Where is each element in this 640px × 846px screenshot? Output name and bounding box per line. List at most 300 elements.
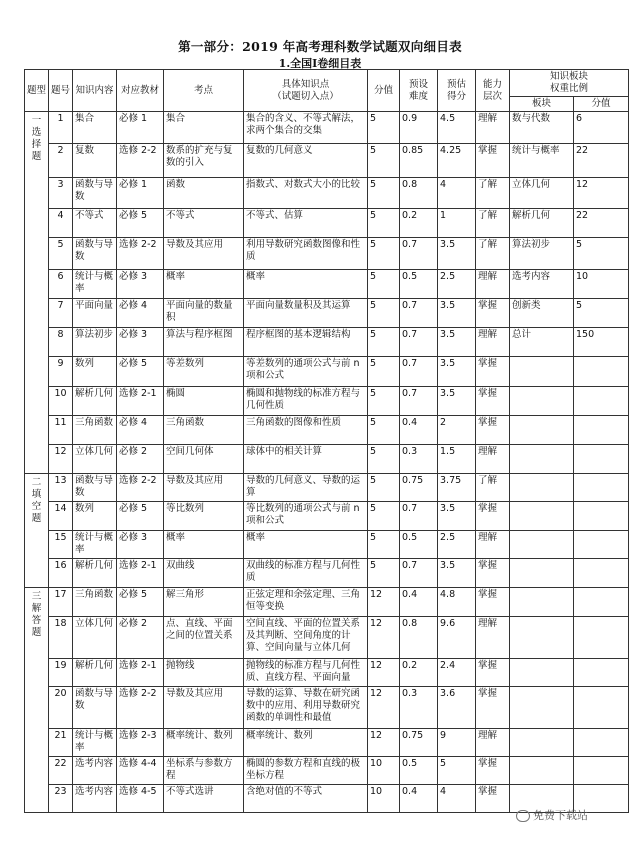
cell-point: 概率 (164, 270, 244, 299)
cell-point: 等比数列 (164, 502, 244, 531)
cell-detail: 椭圆的参数方程和直线的极坐标方程 (244, 757, 368, 785)
cell-score: 12 (368, 617, 400, 659)
cell-point: 概率 (164, 531, 244, 559)
cell-level: 理解 (476, 112, 510, 144)
cell-expected: 1.5 (438, 445, 476, 474)
table-row (25, 617, 629, 659)
cell-level: 掌握 (476, 559, 510, 588)
cell-topic: 统计与概率 (73, 531, 117, 559)
cell-textbook: 选修 4-5 (117, 785, 164, 813)
header-block-score: 分值 (574, 97, 629, 112)
cell-topic: 统计与概率 (73, 270, 117, 299)
cell-score: 10 (368, 785, 400, 813)
cell-number: 5 (49, 238, 73, 270)
table-row (25, 559, 629, 588)
cell-block-score: 10 (574, 270, 629, 299)
cell-block-score: 5 (574, 238, 629, 270)
cell-detail: 不等式、估算 (244, 209, 368, 238)
cell-point: 椭圆 (164, 387, 244, 416)
header-weight-b: 权重比例 (550, 83, 589, 94)
cell-point: 不等式选讲 (164, 785, 244, 813)
header-detail (244, 70, 368, 112)
table-row (25, 209, 629, 238)
cell-detail: 利用导数研究函数图像和性质 (244, 238, 368, 270)
cell-point: 集合 (164, 112, 244, 144)
cell-number: 9 (49, 357, 73, 387)
cell-block-score: 22 (574, 144, 629, 178)
header-level-a: 能力 (482, 78, 502, 90)
cell-score: 12 (368, 659, 400, 687)
cell-topic: 三角函数 (73, 416, 117, 445)
cell-detail: 三角函数的图像和性质 (244, 416, 368, 445)
cell-block-score (574, 445, 629, 474)
header-detail-main: 具体知识点 (281, 78, 330, 90)
cell-difficulty: 0.3 (400, 687, 438, 729)
wechat-icon (516, 810, 530, 822)
cell-block-score (574, 531, 629, 559)
cell-expected: 3.5 (438, 559, 476, 588)
cell-detail: 概率 (244, 270, 368, 299)
header-number: 题号 (49, 70, 73, 112)
cell-expected: 2 (438, 416, 476, 445)
cell-point: 解三角形 (164, 588, 244, 617)
cell-difficulty: 0.7 (400, 238, 438, 270)
cell-block (510, 474, 574, 502)
cell-textbook: 选修 2-1 (117, 659, 164, 687)
cell-level: 掌握 (476, 687, 510, 729)
cell-number: 10 (49, 387, 73, 416)
cell-number: 14 (49, 502, 73, 531)
cell-difficulty: 0.2 (400, 209, 438, 238)
cell-number: 15 (49, 531, 73, 559)
cell-expected: 3.5 (438, 502, 476, 531)
header-difficulty-b: 难度 (408, 90, 428, 102)
cell-textbook: 必修 1 (117, 178, 164, 209)
cell-difficulty: 0.8 (400, 617, 438, 659)
cell-block: 创新类 (510, 299, 574, 328)
cell-expected: 3.6 (438, 687, 476, 729)
cell-score: 5 (368, 178, 400, 209)
cell-textbook: 必修 5 (117, 502, 164, 531)
cell-difficulty: 0.7 (400, 357, 438, 387)
table-row (25, 729, 629, 757)
cell-detail: 导数的几何意义、导数的运算 (244, 474, 368, 502)
cell-number: 21 (49, 729, 73, 757)
cell-point: 函数 (164, 178, 244, 209)
cell-expected: 3.75 (438, 474, 476, 502)
section-label-text: 一选择题 (31, 115, 42, 162)
cell-topic: 函数与导数 (73, 178, 117, 209)
cell-level: 了解 (476, 238, 510, 270)
cell-expected: 4 (438, 785, 476, 813)
header-expected-b: 得分 (446, 90, 466, 102)
cell-topic: 平面向量 (73, 299, 117, 328)
cell-detail: 空间直线、平面的位置关系及其判断、空间角度的计算、空间向量与立体几何 (244, 617, 368, 659)
cell-score: 10 (368, 757, 400, 785)
cell-expected: 4.8 (438, 588, 476, 617)
header-weight (510, 70, 629, 97)
cell-level: 理解 (476, 328, 510, 357)
cell-difficulty: 0.75 (400, 474, 438, 502)
cell-level: 掌握 (476, 659, 510, 687)
table-row (25, 588, 629, 617)
cell-score: 5 (368, 270, 400, 299)
cell-difficulty: 0.7 (400, 328, 438, 357)
cell-block (510, 588, 574, 617)
cell-score: 5 (368, 144, 400, 178)
section-label (25, 588, 49, 813)
cell-block-score: 6 (574, 112, 629, 144)
cell-difficulty: 0.7 (400, 299, 438, 328)
cell-level: 理解 (476, 445, 510, 474)
section-label-text: 二填空题 (31, 477, 42, 524)
cell-difficulty: 0.85 (400, 144, 438, 178)
cell-point: 导数及其应用 (164, 687, 244, 729)
cell-topic: 三角函数 (73, 588, 117, 617)
header-expected-a: 预估 (446, 78, 466, 90)
cell-expected: 1 (438, 209, 476, 238)
cell-block-score: 150 (574, 328, 629, 357)
cell-textbook: 必修 5 (117, 588, 164, 617)
cell-block-score: 22 (574, 209, 629, 238)
cell-expected: 3.5 (438, 299, 476, 328)
cell-point: 三角函数 (164, 416, 244, 445)
cell-level: 了解 (476, 209, 510, 238)
cell-level: 了解 (476, 178, 510, 209)
cell-textbook: 必修 5 (117, 209, 164, 238)
cell-number: 6 (49, 270, 73, 299)
cell-level: 掌握 (476, 144, 510, 178)
cell-textbook: 选修 2-2 (117, 687, 164, 729)
table-row (25, 474, 629, 502)
cell-detail: 导数的运算、导数在研究函数中的应用、利用导数研究函数的单调性和最值 (244, 687, 368, 729)
cell-block (510, 502, 574, 531)
header-section: 题型 (25, 70, 49, 112)
cell-block: 立体几何 (510, 178, 574, 209)
cell-textbook: 选修 2-2 (117, 474, 164, 502)
cell-point: 空间几何体 (164, 445, 244, 474)
cell-block (510, 357, 574, 387)
cell-block (510, 559, 574, 588)
cell-textbook: 必修 4 (117, 416, 164, 445)
cell-score: 5 (368, 112, 400, 144)
cell-detail: 正弦定理和余弦定理、三角恒等变换 (244, 588, 368, 617)
header-expected (438, 70, 476, 112)
cell-score: 5 (368, 559, 400, 588)
cell-topic: 立体几何 (73, 445, 117, 474)
table-row (25, 357, 629, 387)
cell-detail: 概率统计、数列 (244, 729, 368, 757)
table-body (25, 112, 629, 813)
cell-point: 双曲线 (164, 559, 244, 588)
cell-score: 5 (368, 328, 400, 357)
cell-difficulty: 0.75 (400, 729, 438, 757)
cell-block-score (574, 588, 629, 617)
header-score: 分值 (368, 70, 400, 112)
cell-topic: 统计与概率 (73, 729, 117, 757)
cell-block-score (574, 659, 629, 687)
cell-expected: 4.25 (438, 144, 476, 178)
cell-detail: 集合的含义、不等式解法，求两个集合的交集 (244, 112, 368, 144)
table-row (25, 445, 629, 474)
cell-score: 12 (368, 729, 400, 757)
cell-point: 坐标系与参数方程 (164, 757, 244, 785)
cell-textbook: 必修 3 (117, 328, 164, 357)
cell-level: 理解 (476, 270, 510, 299)
cell-score: 5 (368, 445, 400, 474)
cell-topic: 函数与导数 (73, 474, 117, 502)
cell-expected: 3.5 (438, 357, 476, 387)
cell-point: 点、直线、平面之间的位置关系 (164, 617, 244, 659)
cell-score: 12 (368, 588, 400, 617)
cell-level: 掌握 (476, 757, 510, 785)
section-label (25, 474, 49, 588)
cell-block-score (574, 729, 629, 757)
section-label (25, 112, 49, 474)
cell-difficulty: 0.7 (400, 502, 438, 531)
cell-block: 算法初步 (510, 238, 574, 270)
cell-level: 掌握 (476, 387, 510, 416)
cell-number: 11 (49, 416, 73, 445)
cell-textbook: 必修 4 (117, 299, 164, 328)
header-level (476, 70, 510, 112)
cell-block (510, 387, 574, 416)
watermark-text: 免费下载站 (533, 809, 588, 822)
cell-block (510, 757, 574, 785)
cell-score: 12 (368, 687, 400, 729)
cell-expected: 4 (438, 178, 476, 209)
table-row (25, 502, 629, 531)
cell-detail: 指数式、对数式大小的比较 (244, 178, 368, 209)
cell-topic: 算法初步 (73, 328, 117, 357)
table-row (25, 687, 629, 729)
cell-difficulty: 0.7 (400, 559, 438, 588)
cell-point: 算法与程序框图 (164, 328, 244, 357)
table-row (25, 112, 629, 144)
cell-textbook: 选修 2-2 (117, 238, 164, 270)
cell-textbook: 选修 2-1 (117, 387, 164, 416)
cell-block-score (574, 474, 629, 502)
cell-topic: 选考内容 (73, 757, 117, 785)
cell-level: 理解 (476, 617, 510, 659)
cell-detail: 复数的几何意义 (244, 144, 368, 178)
table-row (25, 270, 629, 299)
cell-expected: 9 (438, 729, 476, 757)
header-difficulty (400, 70, 438, 112)
cell-difficulty: 0.4 (400, 416, 438, 445)
table-row (25, 178, 629, 209)
table-subtitle: 1.全国Ⅰ卷细目表 (278, 57, 362, 70)
cell-difficulty: 0.5 (400, 270, 438, 299)
cell-level: 理解 (476, 531, 510, 559)
cell-expected: 2.5 (438, 531, 476, 559)
cell-topic: 数列 (73, 357, 117, 387)
cell-level: 掌握 (476, 416, 510, 445)
header-topic: 知识内容 (73, 70, 117, 112)
cell-textbook: 必修 5 (117, 357, 164, 387)
cell-block: 解析几何 (510, 209, 574, 238)
header-difficulty-a: 预设 (408, 78, 428, 90)
cell-number: 18 (49, 617, 73, 659)
cell-difficulty: 0.4 (400, 785, 438, 813)
cell-score: 5 (368, 387, 400, 416)
cell-number: 7 (49, 299, 73, 328)
cell-number: 20 (49, 687, 73, 729)
cell-block (510, 531, 574, 559)
cell-score: 5 (368, 299, 400, 328)
header-weight-a: 知识板块 (550, 71, 589, 82)
cell-score: 5 (368, 416, 400, 445)
cell-number: 17 (49, 588, 73, 617)
cell-score: 5 (368, 209, 400, 238)
table-row (25, 659, 629, 687)
cell-block-score (574, 357, 629, 387)
cell-topic: 解析几何 (73, 659, 117, 687)
cell-textbook: 必修 1 (117, 112, 164, 144)
cell-block: 选考内容 (510, 270, 574, 299)
cell-detail: 平面向量数量积及其运算 (244, 299, 368, 328)
cell-block-score (574, 502, 629, 531)
cell-number: 23 (49, 785, 73, 813)
cell-difficulty: 0.5 (400, 757, 438, 785)
cell-level: 了解 (476, 474, 510, 502)
cell-level: 掌握 (476, 502, 510, 531)
cell-textbook: 必修 3 (117, 270, 164, 299)
cell-textbook: 选修 2-1 (117, 559, 164, 588)
cell-topic: 函数与导数 (73, 238, 117, 270)
cell-block-score (574, 757, 629, 785)
detail-table (24, 69, 629, 813)
cell-topic: 不等式 (73, 209, 117, 238)
cell-detail: 程序框图的基本逻辑结构 (244, 328, 368, 357)
cell-point: 抛物线 (164, 659, 244, 687)
cell-block (510, 729, 574, 757)
cell-difficulty: 0.4 (400, 588, 438, 617)
cell-textbook: 选修 2-2 (117, 144, 164, 178)
cell-detail: 双曲线的标准方程与几何性质 (244, 559, 368, 588)
cell-block-score: 5 (574, 299, 629, 328)
cell-number: 1 (49, 112, 73, 144)
cell-point: 平面向量的数量积 (164, 299, 244, 328)
cell-expected: 3.5 (438, 238, 476, 270)
cell-score: 5 (368, 357, 400, 387)
cell-difficulty: 0.3 (400, 445, 438, 474)
header-level-b: 层次 (482, 90, 502, 102)
cell-topic: 选考内容 (73, 785, 117, 813)
cell-number: 12 (49, 445, 73, 474)
cell-topic: 解析几何 (73, 387, 117, 416)
header-textbook: 对应教材 (117, 70, 164, 112)
cell-topic: 立体几何 (73, 617, 117, 659)
table-row (25, 416, 629, 445)
cell-expected: 2.5 (438, 270, 476, 299)
cell-difficulty: 0.7 (400, 387, 438, 416)
cell-textbook: 选修 2-3 (117, 729, 164, 757)
cell-expected: 5 (438, 757, 476, 785)
header-point: 考点 (164, 70, 244, 112)
header-block: 板块 (510, 97, 574, 112)
cell-block-score (574, 416, 629, 445)
cell-number: 2 (49, 144, 73, 178)
watermark (516, 807, 588, 823)
cell-level: 掌握 (476, 299, 510, 328)
cell-textbook: 选修 4-4 (117, 757, 164, 785)
cell-level: 掌握 (476, 785, 510, 813)
cell-number: 3 (49, 178, 73, 209)
cell-block (510, 687, 574, 729)
cell-block-score (574, 559, 629, 588)
cell-detail: 概率 (244, 531, 368, 559)
cell-topic: 集合 (73, 112, 117, 144)
cell-block (510, 659, 574, 687)
cell-block: 统计与概率 (510, 144, 574, 178)
table-row (25, 757, 629, 785)
cell-point: 概率统计、数列 (164, 729, 244, 757)
cell-topic: 函数与导数 (73, 687, 117, 729)
cell-point: 导数及其应用 (164, 474, 244, 502)
table-row (25, 531, 629, 559)
cell-block: 总计 (510, 328, 574, 357)
cell-textbook: 必修 3 (117, 531, 164, 559)
cell-textbook: 必修 2 (117, 617, 164, 659)
table-row (25, 238, 629, 270)
cell-block (510, 416, 574, 445)
cell-detail: 球体中的相关计算 (244, 445, 368, 474)
cell-block-score (574, 687, 629, 729)
cell-level: 掌握 (476, 357, 510, 387)
table-row (25, 144, 629, 178)
cell-level: 掌握 (476, 588, 510, 617)
cell-block (510, 617, 574, 659)
cell-detail: 椭圆和抛物线的标准方程与几何性质 (244, 387, 368, 416)
cell-block-score (574, 387, 629, 416)
cell-number: 22 (49, 757, 73, 785)
cell-detail: 抛物线的标准方程与几何性质、直线方程、平面向量 (244, 659, 368, 687)
cell-point: 数系的扩充与复数的引入 (164, 144, 244, 178)
cell-score: 5 (368, 238, 400, 270)
cell-point: 等差数列 (164, 357, 244, 387)
cell-textbook: 必修 2 (117, 445, 164, 474)
cell-level: 理解 (476, 729, 510, 757)
cell-expected: 9.6 (438, 617, 476, 659)
cell-block-score (574, 617, 629, 659)
cell-score: 5 (368, 474, 400, 502)
cell-point: 不等式 (164, 209, 244, 238)
cell-difficulty: 0.2 (400, 659, 438, 687)
cell-number: 13 (49, 474, 73, 502)
cell-number: 16 (49, 559, 73, 588)
cell-block (510, 445, 574, 474)
cell-score: 5 (368, 502, 400, 531)
cell-topic: 解析几何 (73, 559, 117, 588)
cell-point: 导数及其应用 (164, 238, 244, 270)
cell-topic: 复数 (73, 144, 117, 178)
cell-score: 5 (368, 531, 400, 559)
cell-expected: 3.5 (438, 328, 476, 357)
cell-detail: 含绝对值的不等式 (244, 785, 368, 813)
page-title: 第一部分：2019 年高考理科数学试题双向细目表 (178, 39, 462, 54)
cell-expected: 2.4 (438, 659, 476, 687)
cell-block-score: 12 (574, 178, 629, 209)
table-row (25, 299, 629, 328)
cell-number: 4 (49, 209, 73, 238)
cell-block: 数与代数 (510, 112, 574, 144)
cell-detail: 等比数列的通项公式与前 n 项和公式 (244, 502, 368, 531)
cell-expected: 4.5 (438, 112, 476, 144)
cell-expected: 3.5 (438, 387, 476, 416)
cell-difficulty: 0.9 (400, 112, 438, 144)
cell-number: 19 (49, 659, 73, 687)
